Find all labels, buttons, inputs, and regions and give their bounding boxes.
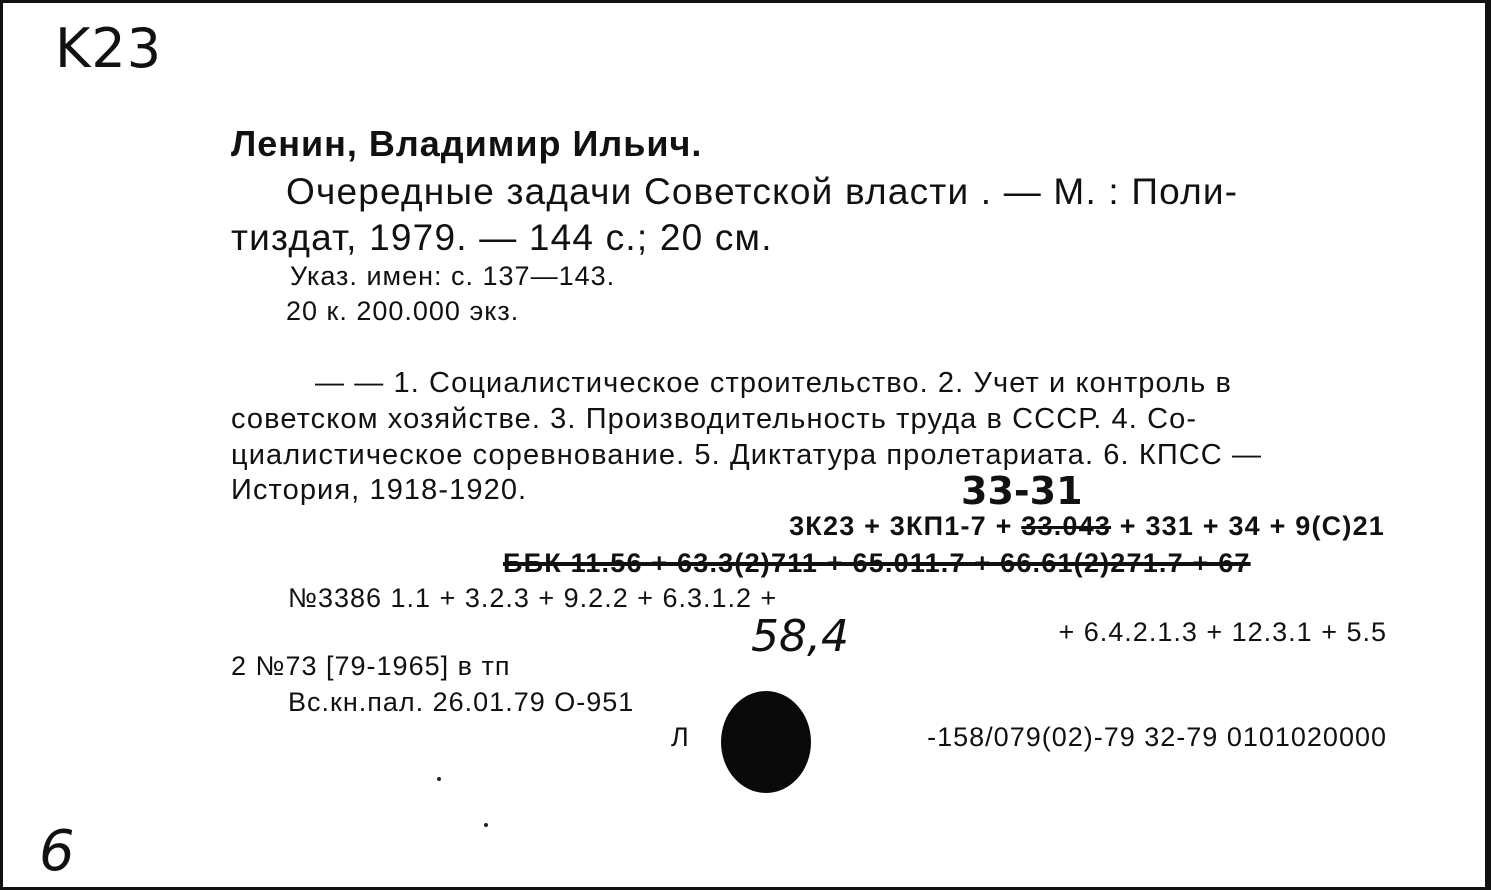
record-line-3: 2 №73 [79-1965] в тп — [231, 651, 511, 681]
handwritten-note: 58,4 — [751, 611, 849, 662]
punch-hole — [721, 691, 811, 793]
price-note: 20 к. 200.000 экз. — [286, 296, 520, 326]
title-line-2: тиздат, 1979. — 144 с.; 20 см. — [231, 217, 773, 258]
classification-part-b: + 331 + 34 + 9(С)21 — [1111, 511, 1385, 541]
classification-line — [789, 511, 1385, 542]
call-number: K23 — [55, 17, 163, 80]
corner-mark: 6 — [39, 819, 75, 884]
subject-line-1: — — 1. Социалистическое строительство. 2. Учет и контроль в — [315, 367, 1233, 399]
record-line-4: Вс.кн.пал. 26.01.79 О-951 — [288, 687, 635, 717]
struck-class-number: 33.043 — [1021, 511, 1112, 541]
ink-speck — [484, 823, 488, 827]
ink-speck — [437, 777, 441, 781]
author-heading: Ленин, Владимир Ильич. — [231, 123, 703, 164]
record-line-2: + 6.4.2.1.3 + 12.3.1 + 5.5 — [1058, 617, 1387, 647]
classification-part-a: 3К23 + 3КП1-7 + — [789, 511, 1022, 541]
bbk-struck-line: ББК 11.56 + 63.3(2)711 + 65.011.7 + 66.61(2)271.7 + 67 — [503, 548, 1251, 578]
subject-line-4: История, 1918-1920. — [231, 474, 528, 506]
record-line-1: №3386 1.1 + 3.2.3 + 9.2.2 + 6.3.1.2 + — [288, 583, 778, 613]
subject-line-3: циалистическое соревнование. 5. Диктатура пролетариата. 6. КПСС — — [231, 439, 1263, 471]
index-note: Указ. имен: с. 137—143. — [290, 261, 616, 291]
subject-line-2: советском хозяйстве. 3. Производительность труда в СССР. 4. Со- — [231, 403, 1198, 435]
handwritten-class-number: 33-31 — [961, 469, 1083, 513]
title-line-1: Очередные задачи Советской власти . — М. : Поли- — [286, 171, 1239, 212]
record-line-5: -158/079(02)-79 32-79 0101020000 — [927, 722, 1387, 752]
record-line-5-prefix: Л — [671, 722, 690, 752]
